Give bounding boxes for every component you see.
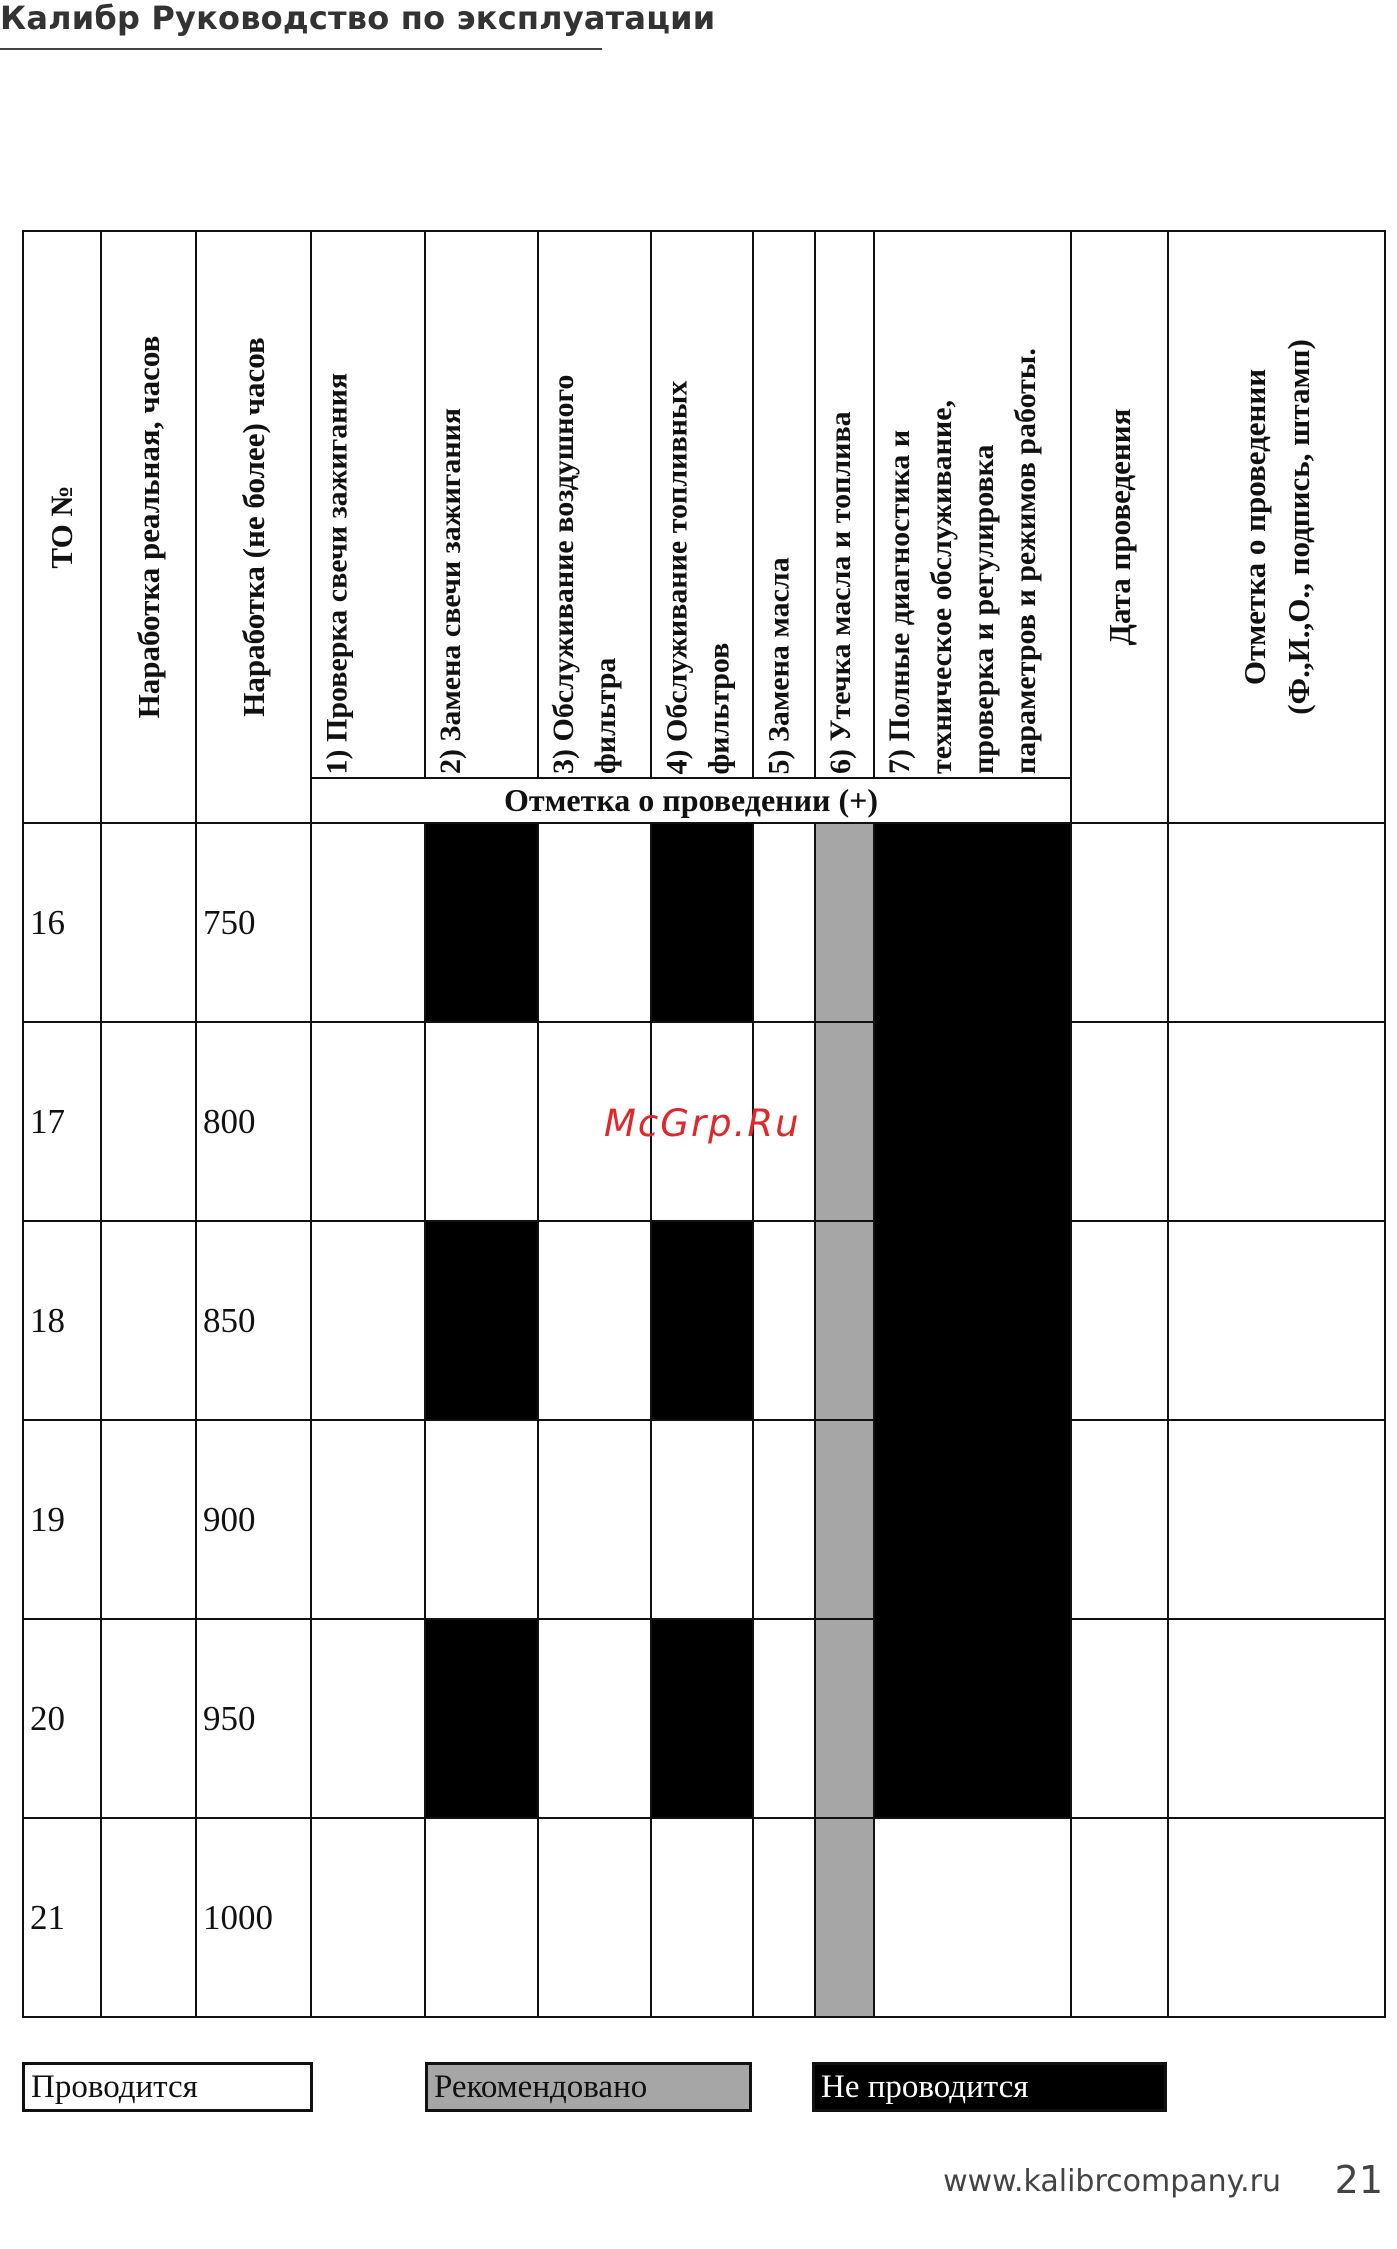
row-op-3-cell[interactable] [537, 1419, 652, 1620]
row-op-6-cell[interactable] [814, 1021, 875, 1222]
row-to-number-cell [22, 1021, 102, 1222]
header-operation-3-line: фильтра [589, 657, 622, 774]
row-op-3-cell[interactable] [537, 1817, 652, 2018]
row-signature-cell[interactable] [1167, 1021, 1386, 1222]
row-hours-real-cell[interactable] [100, 1419, 197, 1620]
row-to-number: 20 [30, 1698, 65, 1738]
row-op-4-cell [650, 822, 754, 1023]
row-op-6-cell[interactable] [814, 1419, 875, 1620]
row-hours-max: 800 [203, 1101, 256, 1141]
row-op-7-cell[interactable] [873, 1817, 1072, 2018]
header-operation-2-cell [424, 230, 539, 779]
header-operation-6-cell [814, 230, 875, 779]
header-operation-6 [816, 237, 875, 774]
header-operation-5 [754, 237, 816, 774]
header-hours-max-line: Наработка (не более) часов [235, 337, 271, 717]
row-op-3-cell[interactable] [537, 1220, 652, 1421]
row-op-5-cell[interactable] [752, 822, 816, 1023]
row-date-cell[interactable] [1070, 1419, 1169, 1620]
row-hours-max: 750 [203, 902, 256, 942]
legend-recommended: Рекомендовано [425, 2062, 752, 2112]
row-to-number-cell [22, 1220, 102, 1421]
row-op-4-cell [650, 1220, 754, 1421]
legend-done: Проводится [22, 2062, 313, 2112]
header-hours-real-line: Наработка реальная, часов [130, 335, 166, 719]
legend-not-done: Не проводится [812, 2062, 1167, 2112]
row-op-4-cell [650, 1618, 754, 1819]
header-signature-line: Отметка о проведении [1236, 368, 1272, 686]
row-op-2-cell[interactable] [424, 1021, 539, 1222]
row-op-4-cell[interactable] [650, 1817, 754, 2018]
row-to-number: 19 [30, 1499, 65, 1539]
header-operation-5-cell [752, 230, 816, 779]
mark-header-cell [310, 777, 1072, 824]
header-hours-real-cell [100, 230, 197, 824]
row-signature-cell[interactable] [1167, 1817, 1386, 2018]
header-operation-1 [312, 237, 426, 774]
row-signature-cell[interactable] [1167, 1618, 1386, 1819]
row-op-1-cell[interactable] [310, 1021, 426, 1222]
row-op-6-cell[interactable] [814, 1220, 875, 1421]
operation-7-merged-block [873, 822, 1072, 1819]
row-op-5-cell[interactable] [752, 1419, 816, 1620]
row-hours-real-cell[interactable] [100, 1021, 197, 1222]
header-hours-max-cell [195, 230, 312, 824]
header-operation-3-line: 3) Обслуживание воздушного [547, 374, 580, 774]
header-to-number-cell [22, 230, 102, 824]
header-operation-6-line: 6) Утечка масла и топлива [824, 411, 857, 774]
header-operation-1-cell [310, 230, 426, 779]
row-date-cell[interactable] [1070, 1220, 1169, 1421]
row-op-1-cell[interactable] [310, 822, 426, 1023]
row-to-number: 16 [30, 902, 65, 942]
header-date-cell [1070, 230, 1169, 824]
row-op-1-cell[interactable] [310, 1618, 426, 1819]
row-signature-cell[interactable] [1167, 1419, 1386, 1620]
header-signature-cell [1167, 230, 1386, 824]
row-to-number-cell [22, 1817, 102, 2018]
footer-url: www.kalibrcompany.ru [943, 2164, 1281, 2199]
row-hours-max: 850 [203, 1300, 256, 1340]
row-hours-max: 950 [203, 1698, 256, 1738]
row-signature-cell[interactable] [1167, 1220, 1386, 1421]
header-operation-3-cell [537, 230, 652, 779]
header-operation-3 [539, 237, 652, 774]
row-op-6-cell[interactable] [814, 1817, 875, 2018]
header-operation-2 [426, 237, 539, 774]
row-hours-max: 1000 [203, 1897, 273, 1937]
row-op-1-cell[interactable] [310, 1817, 426, 2018]
row-hours-max: 900 [203, 1499, 256, 1539]
header-divider [0, 48, 602, 50]
row-to-number-cell [22, 1419, 102, 1620]
row-to-number: 18 [30, 1300, 65, 1340]
header-operation-4-cell [650, 230, 754, 779]
row-op-2-cell [424, 822, 539, 1023]
row-hours-real-cell[interactable] [100, 822, 197, 1023]
row-hours-max-cell [195, 1021, 312, 1222]
header-date [1098, 409, 1142, 646]
row-hours-real-cell[interactable] [100, 1817, 197, 2018]
row-date-cell[interactable] [1070, 1817, 1169, 2018]
row-op-5-cell[interactable] [752, 1618, 816, 1819]
row-to-number: 21 [30, 1897, 65, 1937]
header-operation-5-line: 5) Замена масла [762, 556, 795, 774]
document-title: Калибр Руководство по эксплуатации [0, 0, 716, 37]
row-op-2-cell[interactable] [424, 1419, 539, 1620]
header-hours-max [232, 337, 276, 716]
row-op-5-cell[interactable] [752, 1220, 816, 1421]
header-hours-real [127, 336, 171, 719]
header-signature-line: (Ф.,И.,О., подпись, штамп) [1280, 339, 1316, 715]
row-date-cell[interactable] [1070, 822, 1169, 1023]
row-op-6-cell[interactable] [814, 1618, 875, 1819]
header-operation-4-line: 4) Обслуживание топливных [660, 380, 693, 774]
row-to-number-cell [22, 1618, 102, 1819]
header-operation-7-line: техническое обслуживание, [925, 399, 958, 774]
row-hours-max-cell [195, 1817, 312, 2018]
row-op-3-cell[interactable] [537, 1618, 652, 1819]
header-to-number-line: ТО № [44, 485, 79, 569]
header-operation-4-line: фильтров [702, 642, 735, 774]
row-hours-real-cell[interactable] [100, 1220, 197, 1421]
row-op-5-cell[interactable] [752, 1817, 816, 2018]
row-op-1-cell[interactable] [310, 1220, 426, 1421]
watermark: McGrp.Ru [604, 1102, 801, 1145]
row-op-2-cell [424, 1220, 539, 1421]
header-operation-7-line: проверка и регулировка [967, 444, 1000, 774]
row-op-2-cell[interactable] [424, 1817, 539, 2018]
row-op-2-cell [424, 1618, 539, 1819]
row-hours-real-cell[interactable] [100, 1618, 197, 1819]
header-date-line: Дата проведения [1101, 408, 1137, 646]
row-to-number: 17 [30, 1101, 65, 1141]
row-date-cell[interactable] [1070, 1618, 1169, 1819]
row-op-4-cell[interactable] [650, 1419, 754, 1620]
row-op-1-cell[interactable] [310, 1419, 426, 1620]
page-number: 21 [1334, 2158, 1383, 2202]
mark-header: Отметка о проведении (+) [503, 782, 879, 818]
row-hours-max-cell [195, 1220, 312, 1421]
row-signature-cell[interactable] [1167, 822, 1386, 1023]
header-operation-7 [875, 237, 1072, 774]
row-hours-max-cell [195, 822, 312, 1023]
header-operation-7-line: параметров и режимов работы. [1009, 348, 1042, 774]
row-op-3-cell[interactable] [537, 822, 652, 1023]
row-hours-max-cell [195, 1419, 312, 1620]
header-operation-7-line: 7) Полные диагностика и [883, 429, 916, 774]
header-signature [1233, 339, 1321, 715]
row-op-6-cell[interactable] [814, 822, 875, 1023]
header-to-number [40, 485, 84, 568]
header-operation-7-cell [873, 230, 1072, 779]
row-to-number-cell [22, 822, 102, 1023]
header-operation-1-line: 1) Проверка свечи зажигания [320, 372, 353, 774]
row-hours-max-cell [195, 1618, 312, 1819]
header-operation-4 [652, 237, 754, 774]
row-date-cell[interactable] [1070, 1021, 1169, 1222]
header-operation-2-line: 2) Замена свечи зажигания [434, 407, 467, 774]
